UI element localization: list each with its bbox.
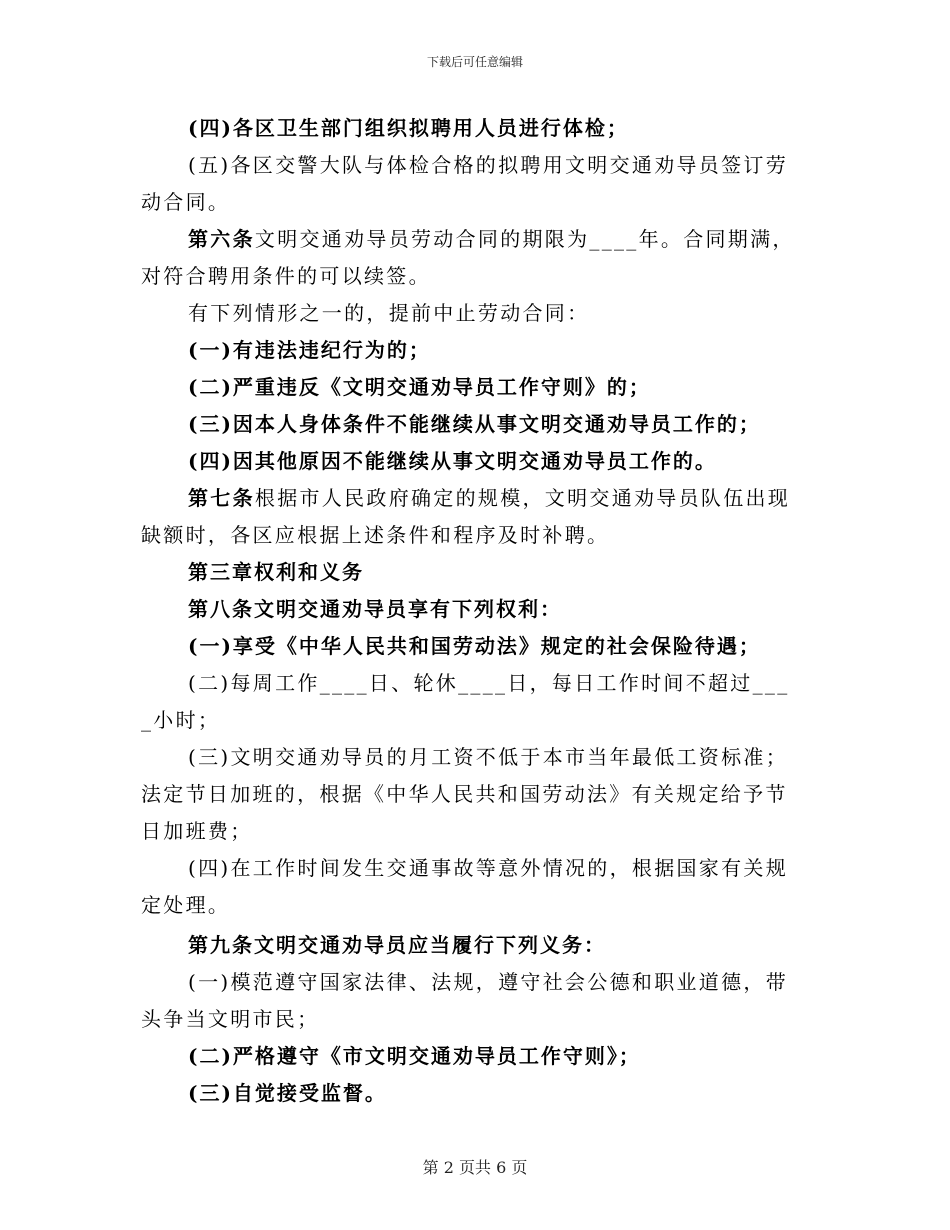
duties-item-3 [141,1075,795,1112]
paragraph-text: (一)享受《中华人民共和国劳动法》规定的社会保险待遇； [188,634,761,658]
termination-item-3 [141,406,795,443]
paragraph-text: (四)各区卫生部门组织拟聘用人员进行体检； [188,116,629,140]
paragraph-item-4 [141,110,795,147]
paragraph-text: 根据市人民政府确定的规模，文明交通劝导员队伍出现缺额时，各区应根据上述条件和程序及时补聘。 [141,486,791,547]
paragraph-item-5 [141,147,795,221]
article-6 [141,221,795,295]
paragraph-text: 第八条文明交通劝导员享有下列权利： [188,597,562,621]
article-8 [141,591,795,628]
rights-item-1 [141,628,795,665]
duties-item-1 [141,964,795,1038]
paragraph-text: (三)因本人身体条件不能继续从事文明交通劝导员工作的； [188,412,761,436]
rights-item-4 [141,850,795,924]
article-9 [141,927,795,964]
paragraph-text: 第九条文明交通劝导员应当履行下列义务： [188,933,606,957]
paragraph-text: 第三章权利和义务 [188,560,364,584]
page-header: 下载后可任意编辑 [426,55,523,69]
article-number: 第六条 [188,227,255,251]
paragraph-text: 有下列情形之一的，提前中止劳动合同： [188,301,590,325]
page-number: 第 2 页共 6 页 [422,1158,528,1177]
paragraph-text: (二)严重违反《文明交通劝导员工作守则》的； [188,375,651,399]
duties-item-2 [141,1038,795,1075]
termination-item-1 [141,332,795,369]
paragraph-text: (一)有违法违纪行为的； [188,338,431,362]
termination-item-2 [141,369,795,406]
article-number: 第七条 [188,486,255,510]
paragraph-text: (三)文明交通劝导员的月工资不低于本市当年最低工资标准；法定节日加班的，根据《中华人民共和国劳动法》有关规定给予节日加班费； [141,745,789,843]
paragraph-text: (四)在工作时间发生交通事故等意外情况的，根据国家有关规定处理。 [141,856,789,917]
paragraph-text: 文明交通劝导员劳动合同的期限为____年。合同期满，对符合聘用条件的可以续签。 [141,227,795,288]
paragraph-text: (二)每周工作____日、轮休____日，每日工作时间不超过____小时； [141,671,790,732]
rights-item-2 [141,665,795,739]
termination-intro [141,295,795,332]
paragraph-text: (三)自觉接受监督。 [188,1081,387,1105]
document-body [141,110,795,1112]
paragraph-text: (二)严格遵守《市文明交通劝导员工作守则》； [188,1044,641,1068]
paragraph-text: (五)各区交警大队与体检合格的拟聘用文明交通劝导员签订劳动合同。 [141,153,789,214]
article-7 [141,480,795,554]
paragraph-text: (四)因其他原因不能继续从事文明交通劝导员工作的。 [188,449,717,473]
paragraph-text: (一)模范遵守国家法律、法规，遵守社会公德和职业道德，带头争当文明市民； [141,970,789,1031]
rights-item-3 [141,739,795,850]
termination-item-4 [141,443,795,480]
chapter-3-heading [141,554,795,591]
